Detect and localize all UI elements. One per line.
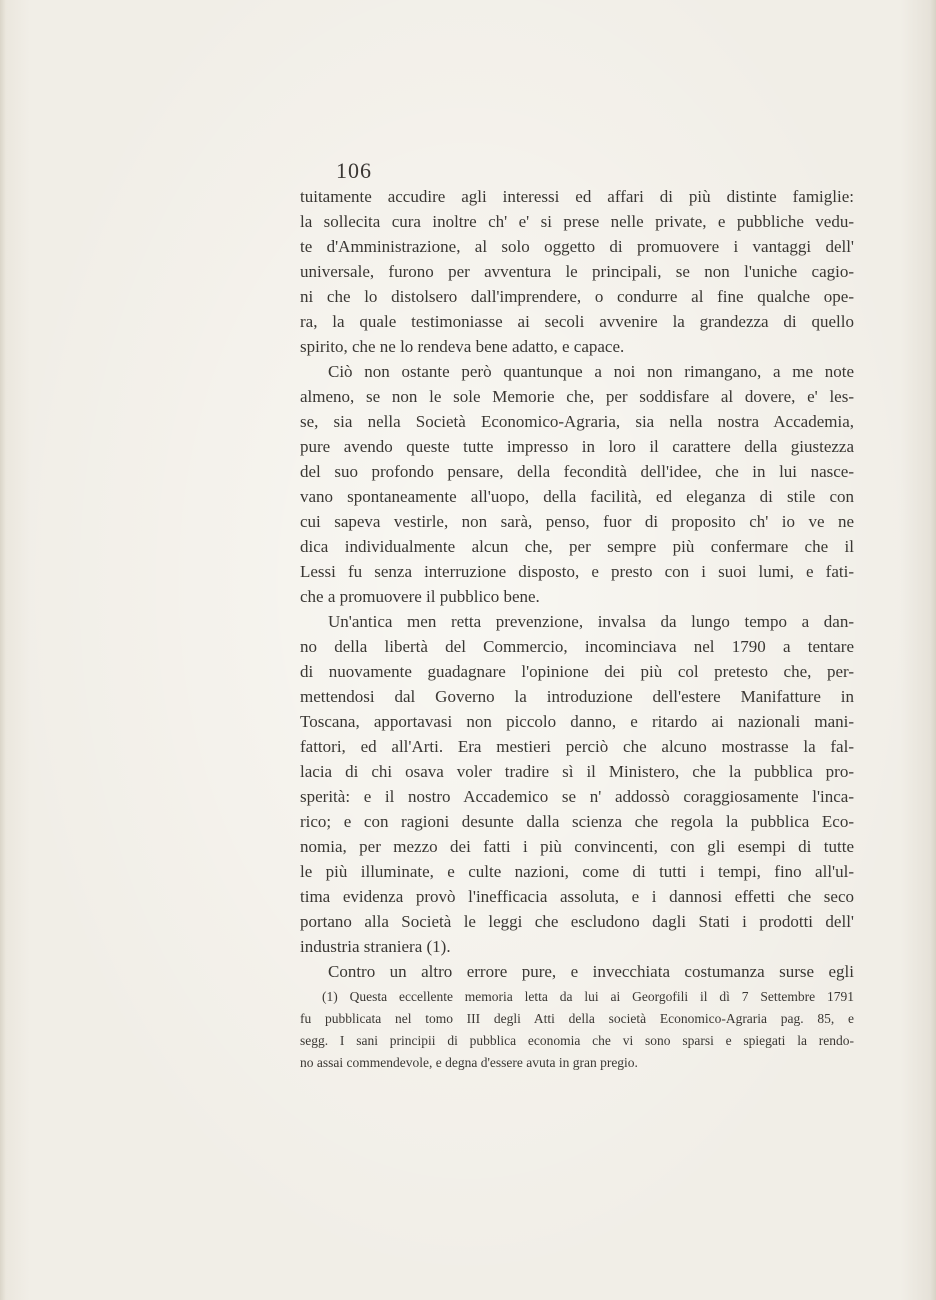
- text-line: almeno, se non le sole Memorie che, per soddisfare al dovere, e' les-: [300, 387, 854, 406]
- text-line: te d'Amministrazione, al solo oggetto di promuovere i vantaggi dell': [300, 237, 854, 256]
- text-line: cui sapeva vestirle, non sarà, penso, fuor di proposito ch' io ve ne: [300, 512, 854, 531]
- footnote-line: segg. I sani principii di pubblica economia che vi sono sparsi e spiegati la rendo-: [300, 1033, 854, 1048]
- footnote-line: no assai commendevole, e degna d'essere avuta in gran pregio.: [300, 1055, 638, 1070]
- text-line: ni che lo distolsero dall'imprendere, o condurre al fine qualche ope-: [300, 287, 854, 306]
- text-line: vano spontaneamente all'uopo, della facilità, ed eleganza di stile con: [300, 487, 854, 506]
- text-line: Toscana, apportavasi non piccolo danno, e ritardo ai nazionali mani-: [300, 712, 854, 731]
- text-line: spirito, che ne lo rendeva bene adatto, e capace.: [300, 337, 625, 356]
- text-line: no della libertà del Commercio, incominciava nel 1790 a tentare: [300, 637, 854, 656]
- text-line: Un'antica men retta prevenzione, invalsa da lungo tempo a dan-: [328, 612, 854, 631]
- body-text: [300, 184, 854, 984]
- text-line: fattori, ed all'Arti. Era mestieri perciò che alcuno mostrasse la fal-: [300, 737, 854, 756]
- text-line: sperità: e il nostro Accademico se n' addossò coraggiosamente l'inca-: [300, 787, 854, 806]
- text-line: Contro un altro errore pure, e invecchiata costumanza surse egli: [328, 962, 854, 981]
- text-line: portano alla Società le leggi che escludono dagli Stati i prodotti dell': [300, 912, 854, 931]
- text-line: tuitamente accudire agli interessi ed affari di più distinte famiglie:: [300, 187, 854, 206]
- text-line: dica individualmente alcun che, per sempre più confermare che il: [300, 537, 854, 556]
- footnote: [300, 986, 854, 1074]
- text-line: industria straniera (1).: [300, 937, 451, 956]
- text-line: mettendosi dal Governo la introduzione dell'estere Manifatture in: [300, 687, 854, 706]
- text-line: tima evidenza provò l'inefficacia assoluta, e i dannosi effetti che seco: [300, 887, 854, 906]
- text-line: nomia, per mezzo dei fatti i più convincenti, con gli esempi di tutte: [300, 837, 854, 856]
- text-line: rico; e con ragioni desunte dalla scienza che regola la pubblica Eco-: [300, 812, 854, 831]
- text-line: universale, furono per avventura le principali, se non l'uniche cagio-: [300, 262, 854, 281]
- text-line: Ciò non ostante però quantunque a noi non rimangano, a me note: [328, 362, 854, 381]
- text-line: la sollecita cura inoltre ch' e' si prese nelle private, e pubbliche vedu-: [300, 212, 854, 231]
- text-line: se, sia nella Società Economico-Agraria, sia nella nostra Accademia,: [300, 412, 854, 431]
- text-line: pure avendo queste tutte impresso in loro il carattere della giustezza: [300, 437, 854, 456]
- text-line: del suo profondo pensare, della fecondità dell'idee, che in lui nasce-: [300, 462, 854, 481]
- text-line: le più illuminate, e culte nazioni, come di tutti i tempi, fino all'ul-: [300, 862, 854, 881]
- text-line: Lessi fu senza interruzione disposto, e presto con i suoi lumi, e fati-: [300, 562, 854, 581]
- text-line: ra, la quale testimoniasse ai secoli avvenire la grandezza di quello: [300, 312, 854, 331]
- footnote-line: (1) Questa eccellente memoria letta da lui ai Georgofili il dì 7 Settembre 1791: [322, 989, 854, 1004]
- footnote-line: fu pubblicata nel tomo III degli Atti della società Economico-Agraria pag. 85, e: [300, 1011, 854, 1026]
- page-number: 106: [336, 158, 372, 183]
- text-line: che a promuovere il pubblico bene.: [300, 587, 540, 606]
- text-line: di nuovamente guadagnare l'opinione dei più col pretesto che, per-: [300, 662, 854, 681]
- text-line: lacia di chi osava voler tradire sì il Ministero, che la pubblica pro-: [300, 762, 854, 781]
